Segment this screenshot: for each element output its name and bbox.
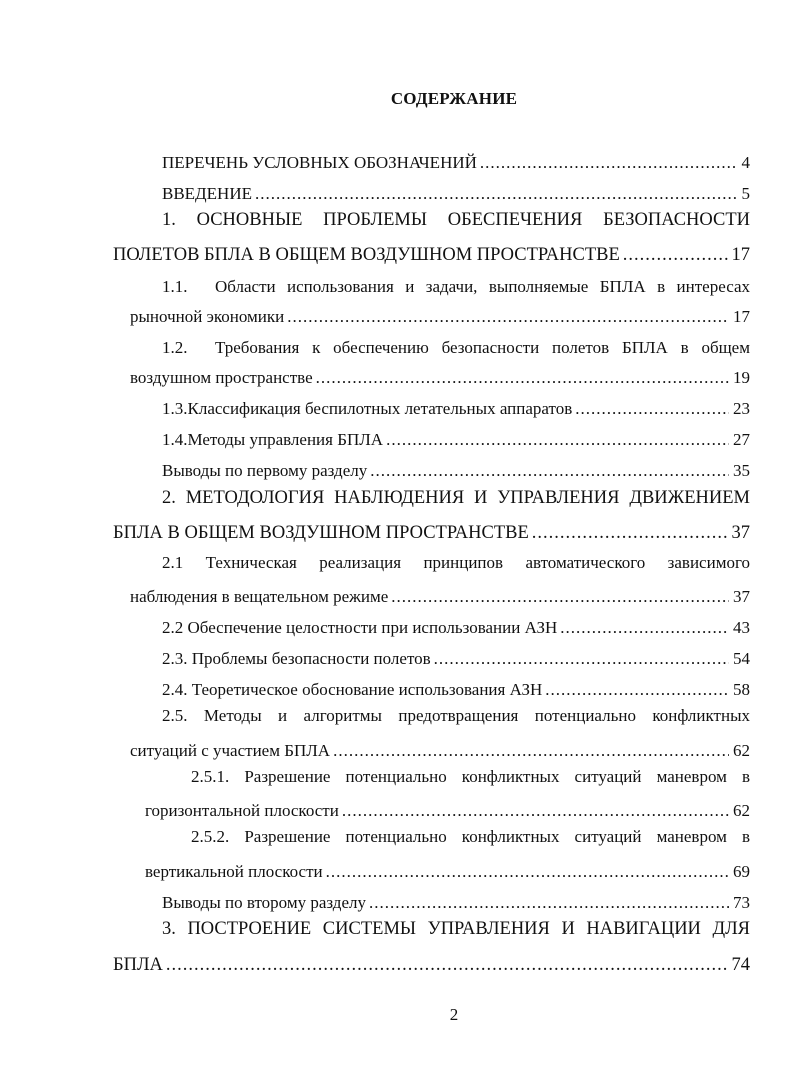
toc-entry — [162, 148, 750, 174]
dot-leader — [369, 892, 729, 914]
toc-entry — [113, 518, 750, 544]
toc-entry-first-line: 3. ПОСТРОЕНИЕ СИСТЕМЫ УПРАВЛЕНИЯ И НАВИГАЦИИ ДЛЯ — [162, 919, 750, 939]
dot-leader — [370, 460, 729, 482]
toc-entry-text: Выводы по первому разделу — [162, 461, 368, 480]
toc-page-number: 62 — [733, 801, 750, 820]
toc-entry-first-line: 2.5.1. Разрешение потенциально конфликтных ситуаций маневром в — [191, 767, 750, 786]
toc-entry-number: 1.2. — [162, 338, 188, 357]
toc-entry — [162, 644, 750, 670]
toc-entry-first-line — [162, 272, 750, 298]
toc-entry-text: БПЛА В ОБЩЕМ ВОЗДУШНОМ ПРОСТРАНСТВЕ — [113, 523, 529, 543]
toc-entry — [130, 363, 750, 389]
toc-entry — [145, 796, 750, 822]
toc-entry-text: ПЕРЕЧЕНЬ УСЛОВНЫХ ОБОЗНАЧЕНИЙ — [162, 153, 477, 172]
toc-page-number: 27 — [733, 430, 750, 449]
toc-page-number: 35 — [733, 461, 750, 480]
toc-entry-text: 2.4. Теоретическое обоснование использования АЗН — [162, 680, 543, 699]
toc-page-number: 17 — [731, 245, 750, 265]
toc-entry-text: 2.2 Обеспечение целостности при использовании АЗН — [162, 618, 558, 637]
toc-page-number: 37 — [733, 587, 750, 606]
toc-page-number: 4 — [741, 153, 750, 172]
toc-entry-first-line: 2. МЕТОДОЛОГИЯ НАБЛЮДЕНИЯ И УПРАВЛЕНИЯ ДВИЖЕНИЕМ — [162, 488, 750, 508]
toc-entry-text: Выводы по второму разделу — [162, 893, 366, 912]
toc-page-number: 58 — [733, 680, 750, 699]
toc-entry — [113, 950, 750, 976]
toc-page-number: 5 — [741, 184, 750, 203]
toc-entry-text: ситуаций с участием БПЛА — [130, 741, 331, 760]
dot-leader — [166, 954, 728, 976]
toc-entry — [162, 179, 750, 205]
toc-entry-text: Классификация беспилотных летательных аппаратов — [187, 399, 573, 418]
dot-leader — [560, 617, 729, 639]
toc-entry-text: воздушном пространстве — [130, 368, 313, 387]
toc-entry-text: горизонтальной плоскости — [145, 801, 339, 820]
toc-entry — [162, 675, 750, 701]
dot-leader — [342, 800, 729, 822]
toc-entry — [162, 613, 750, 639]
toc-entry-first-line: 2.5.2. Разрешение потенциально конфликтных ситуаций маневром в — [191, 827, 750, 846]
dot-leader — [532, 522, 728, 544]
dot-leader — [391, 586, 729, 608]
dot-leader — [575, 398, 729, 420]
toc-entry — [145, 857, 750, 883]
toc-entry — [130, 736, 750, 762]
toc-entry-text: ВВЕДЕНИЕ — [162, 184, 252, 203]
dot-leader — [316, 367, 729, 389]
dot-leader — [326, 861, 729, 883]
toc-page-number: 62 — [733, 741, 750, 760]
toc-entry-number: 1.1. — [162, 277, 188, 296]
dot-leader — [545, 679, 729, 701]
toc-page-number: 54 — [733, 649, 750, 668]
page-title: СОДЕРЖАНИЕ — [390, 89, 518, 108]
toc-entry-number: 1.4. — [162, 430, 188, 449]
toc-page-number: 23 — [733, 399, 750, 418]
toc-entry — [113, 240, 750, 266]
dot-leader — [287, 306, 729, 328]
toc-entry-text: вертикальной плоскости — [145, 862, 323, 881]
toc-page-number: 43 — [733, 618, 750, 637]
page-number: 2 — [449, 1005, 459, 1024]
toc-entry-first-line: 2.1 Техническая реализация принципов автоматического зависимого — [162, 553, 750, 572]
toc-page-number: 73 — [733, 893, 750, 912]
toc-entry-text: рыночной экономики — [130, 307, 285, 326]
toc-entry-text: 2.3. Проблемы безопасности полетов — [162, 649, 431, 668]
toc-entry — [162, 888, 750, 914]
toc-entry-text: Области использования и задачи, выполняемые БПЛА в интересах — [215, 277, 750, 296]
dot-leader — [386, 429, 729, 451]
dot-leader — [434, 648, 729, 670]
dot-leader — [623, 244, 728, 266]
dot-leader — [255, 183, 738, 205]
toc-page-number: 17 — [733, 307, 750, 326]
toc-entry — [130, 302, 750, 328]
toc-entry — [130, 582, 750, 608]
toc-entry-text: Требования к обеспечению безопасности полетов БПЛА в общем — [215, 338, 750, 357]
toc-entry-text: наблюдения в вещательном режиме — [130, 587, 389, 606]
toc-entry — [162, 425, 750, 451]
toc-entry-text: БПЛА — [113, 955, 163, 975]
toc-entry — [162, 394, 750, 420]
toc-entry-first-line — [162, 333, 750, 359]
toc-page-number: 69 — [733, 862, 750, 881]
toc-entry-text: ПОЛЕТОВ БПЛА В ОБЩЕМ ВОЗДУШНОМ ПРОСТРАНСТВЕ — [113, 245, 620, 265]
toc-entry — [162, 456, 750, 482]
toc-entry-first-line: 1. ОСНОВНЫЕ ПРОБЛЕМЫ ОБЕСПЕЧЕНИЯ БЕЗОПАСНОСТИ — [162, 210, 750, 230]
toc-page-number: 74 — [731, 955, 750, 975]
dot-leader — [333, 740, 729, 762]
toc-page-number: 19 — [733, 368, 750, 387]
toc-page-number: 37 — [731, 523, 750, 543]
toc-entry-text: Методы управления БПЛА — [187, 430, 384, 449]
toc-entry-first-line: 2.5. Методы и алгоритмы предотвращения потенциально конфликтных — [162, 706, 750, 725]
toc-entry-number: 1.3. — [162, 399, 188, 418]
dot-leader — [480, 152, 738, 174]
